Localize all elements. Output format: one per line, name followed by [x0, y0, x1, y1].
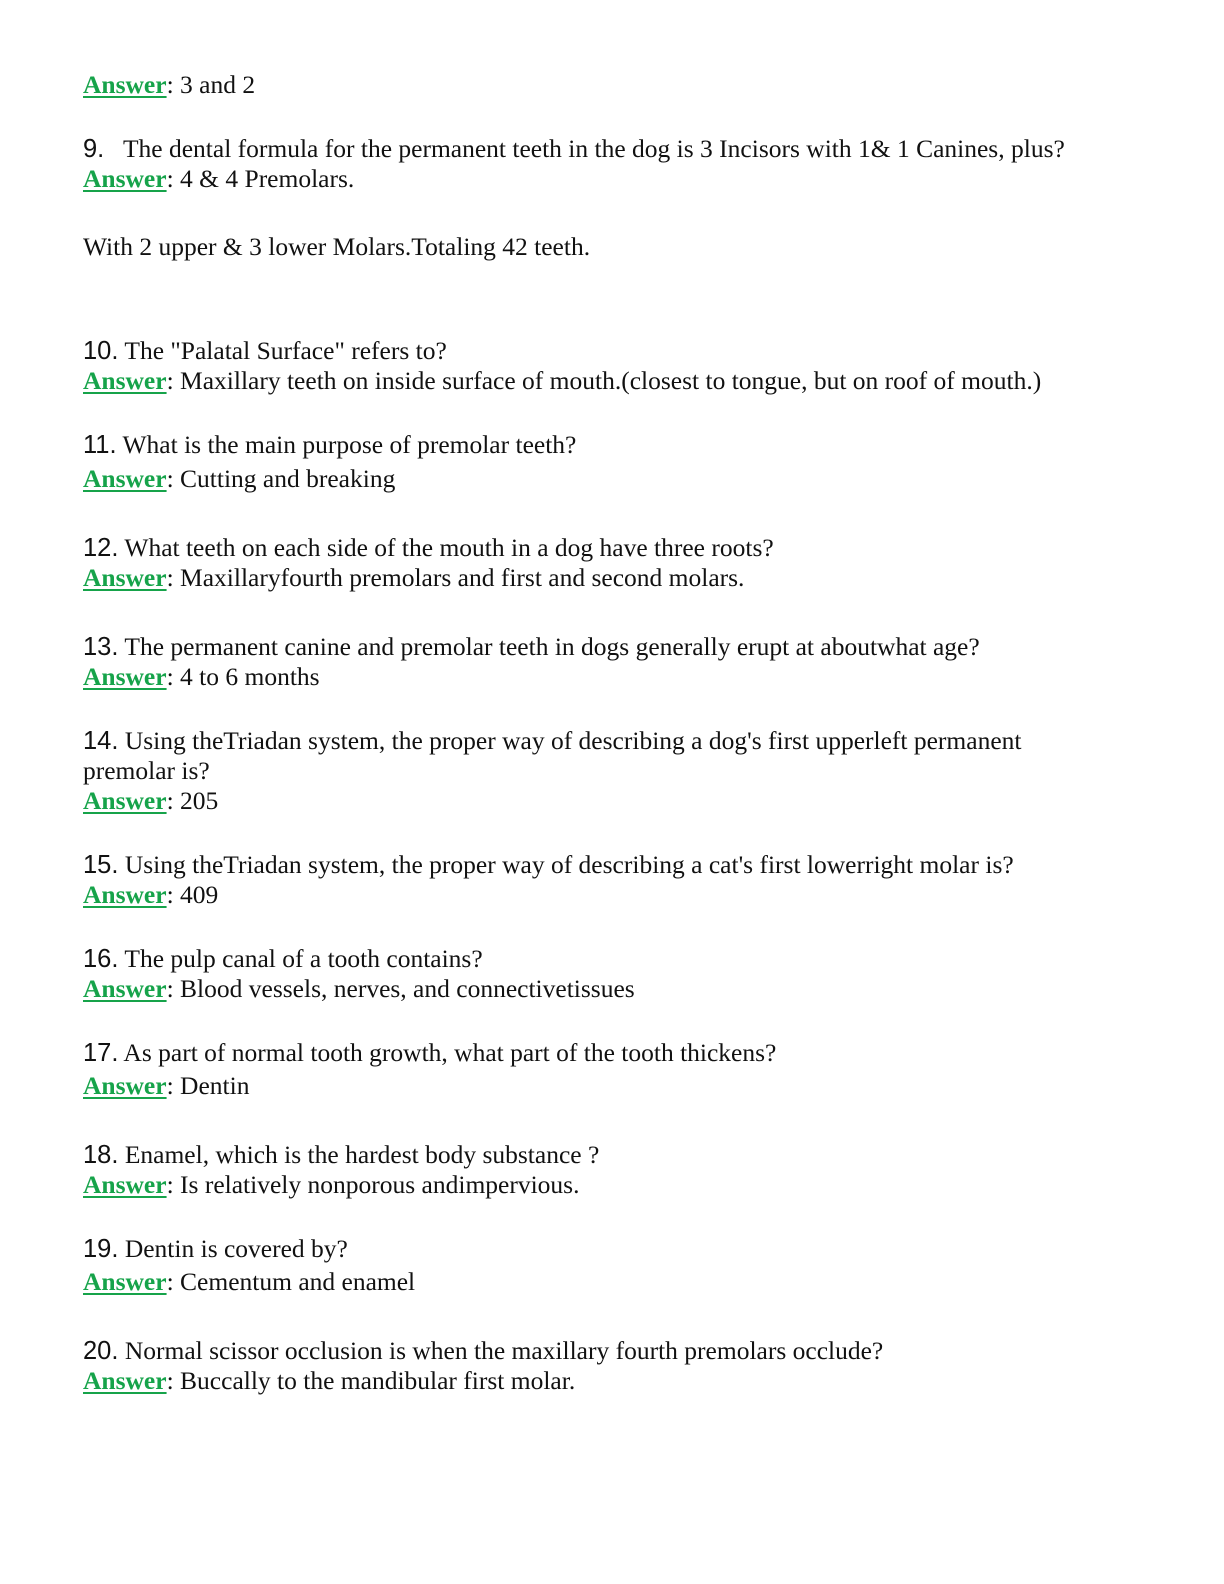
answer-line-15: Answer: 409	[83, 880, 219, 909]
question-text: What teeth on each side of the mouth in a dog have three roots?	[124, 533, 774, 562]
answer-line-8: Answer: 3 and 2	[83, 70, 256, 99]
answer-text: 409	[180, 880, 219, 909]
question-number: 14.	[83, 727, 119, 755]
question-text: Enamel, which is the hardest body substance ?	[124, 1140, 600, 1169]
question-number: 11.	[83, 431, 117, 459]
answer-label: Answer	[83, 563, 167, 592]
question-11	[83, 430, 1143, 460]
question-number: 16.	[83, 945, 119, 973]
answer-label: Answer	[83, 1071, 167, 1100]
answer-text: 4 to 6 months	[180, 662, 320, 691]
note-text: With 2 upper & 3 lower Molars.Totaling 42 teeth.	[83, 232, 591, 261]
question-12	[83, 533, 1143, 563]
answer-text: 4 & 4 Premolars.	[180, 164, 355, 193]
answer-text: Is relatively nonporous andimpervious.	[180, 1170, 580, 1199]
answer-line-19: Answer: Cementum and enamel	[83, 1267, 416, 1296]
document-page	[83, 70, 1143, 1396]
question-number: 17.	[83, 1039, 119, 1067]
question-13	[83, 632, 1143, 662]
question-20	[83, 1336, 1143, 1366]
answer-label: Answer	[83, 164, 167, 193]
question-text: The permanent canine and premolar teeth in dogs generally erupt at aboutwhat age?	[124, 632, 980, 661]
question-text: The pulp canal of a tooth contains?	[124, 944, 483, 973]
question-number: 12.	[83, 534, 119, 562]
answer-text: 3 and 2	[180, 70, 256, 99]
question-text: The "Palatal Surface" refers to?	[124, 336, 447, 365]
answer-line-16: Answer: Blood vessels, nerves, and connectivetissues	[83, 974, 635, 1003]
question-number: 10.	[83, 337, 119, 365]
question-number: 13.	[83, 633, 119, 661]
answer-text: 205	[180, 786, 219, 815]
answer-label: Answer	[83, 70, 167, 99]
answer-line-13: Answer: 4 to 6 months	[83, 662, 320, 691]
question-number: 18.	[83, 1141, 119, 1169]
answer-line-20: Answer: Buccally to the mandibular first molar.	[83, 1366, 576, 1395]
question-number: 15.	[83, 851, 119, 879]
question-text: Normal scissor occlusion is when the maxillary fourth premolars occlude?	[124, 1336, 884, 1365]
question-text: As part of normal tooth growth, what part of the tooth thickens?	[123, 1038, 777, 1067]
question-text: What is the main purpose of premolar teeth?	[122, 430, 577, 459]
answer-line-14: Answer: 205	[83, 786, 219, 815]
answer-text: Cementum and enamel	[180, 1267, 416, 1296]
question-number: 20.	[83, 1337, 119, 1365]
answer-label: Answer	[83, 1267, 167, 1296]
question-14	[83, 726, 1113, 786]
answer-line-9: Answer: 4 & 4 Premolars.	[83, 164, 355, 193]
answer-text: Blood vessels, nerves, and connectivetissues	[180, 974, 635, 1003]
answer-label: Answer	[83, 1366, 167, 1395]
question-text: Using theTriadan system, the proper way of describing a dog's first upperleft permanent premolar is?	[83, 726, 1022, 785]
question-text: Dentin is covered by?	[124, 1234, 348, 1263]
question-17	[83, 1038, 1143, 1068]
answer-label: Answer	[83, 786, 167, 815]
answer-line-11: Answer: Cutting and breaking	[83, 464, 396, 493]
answer-label: Answer	[83, 662, 167, 691]
question-16	[83, 944, 1143, 974]
question-number: 9.	[83, 135, 105, 163]
answer-label: Answer	[83, 974, 167, 1003]
answer-text: Buccally to the mandibular first molar.	[180, 1366, 576, 1395]
question-19	[83, 1234, 1143, 1264]
answer-text: Maxillary teeth on inside surface of mouth.(closest to tongue, but on roof of mouth.)	[180, 366, 1042, 395]
answer-line-12: Answer: Maxillaryfourth premolars and first and second molars.	[83, 563, 745, 592]
answer-line-17: Answer: Dentin	[83, 1071, 250, 1100]
answer-text: Maxillaryfourth premolars and first and second molars.	[180, 563, 745, 592]
answer-text: Dentin	[180, 1071, 250, 1100]
question-10	[83, 336, 1143, 366]
answer-text: Cutting and breaking	[180, 464, 396, 493]
answer-line-18: Answer: Is relatively nonporous andimpervious.	[83, 1170, 580, 1199]
answer-label: Answer	[83, 464, 167, 493]
answer-line-10: Answer: Maxillary teeth on inside surface of mouth.(closest to tongue, but on roof of mouth.)	[83, 366, 1042, 395]
answer-label: Answer	[83, 1170, 167, 1199]
answer-label: Answer	[83, 880, 167, 909]
question-18	[83, 1140, 1143, 1170]
question-text: The dental formula for the permanent teeth in the dog is 3 Incisors with 1& 1 Canines, plus?	[122, 134, 1065, 163]
question-9	[83, 134, 1143, 164]
answer-label: Answer	[83, 366, 167, 395]
question-text: Using theTriadan system, the proper way of describing a cat's first lowerright molar is?	[124, 850, 1014, 879]
question-15	[83, 850, 1143, 880]
question-number: 19.	[83, 1235, 119, 1263]
